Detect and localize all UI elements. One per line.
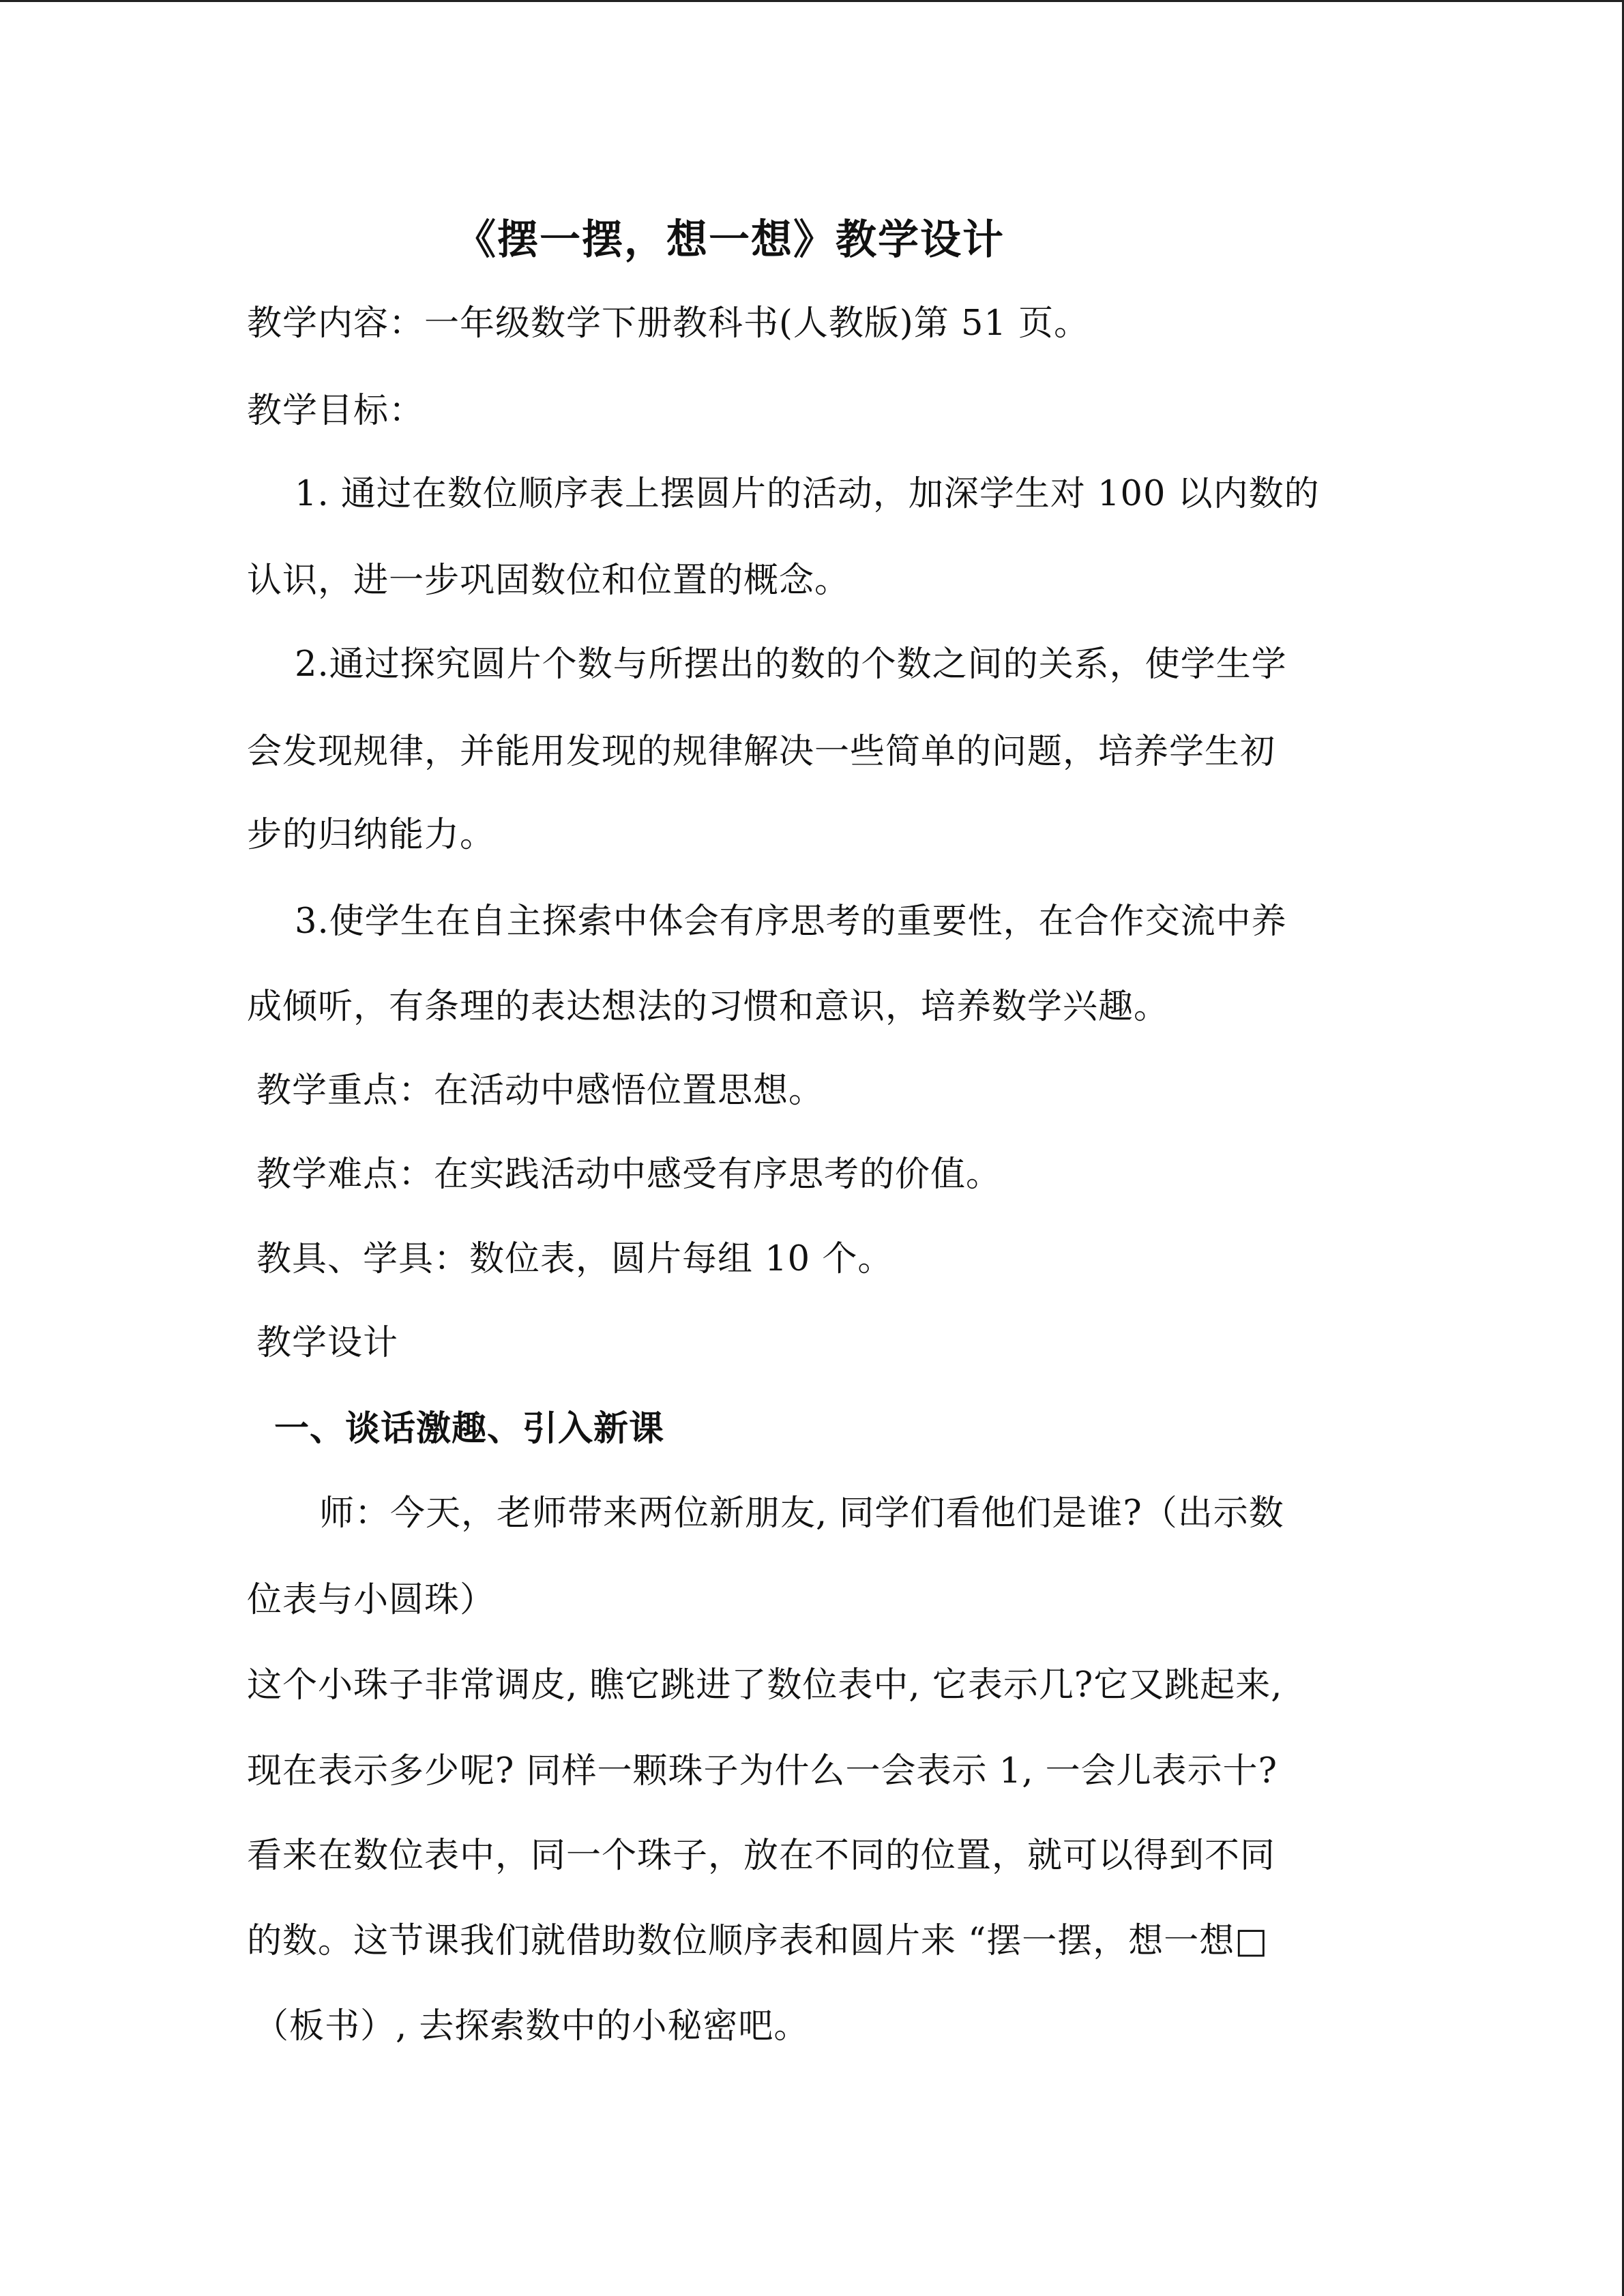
teaching-aids-line: 教具、学具：数位表，圆片每组 10 个。 (256, 1239, 894, 1279)
dialogue-line-6: 的数。这节课我们就借助数位顺序表和圆片来 “摆一摆，想一想□ (247, 1921, 1269, 1961)
goal-3-line-2: 成倾听，有条理的表达想法的习惯和意识，培养数学兴趣。 (247, 987, 1170, 1027)
page-title: 《摆一摆，想一想》教学设计 (455, 216, 1005, 264)
dialogue-line-1: 师：今天，老师带来两位新朋友, 同学们看他们是谁?（出示数 (319, 1493, 1284, 1534)
teaching-difficulty-line: 教学难点：在实践活动中感受有序思考的价值。 (256, 1154, 1002, 1195)
goal-1-line-1: 1. 通过在数位顺序表上摆圆片的活动，加深学生对 100 以内数的 (295, 474, 1320, 514)
teaching-goals-heading: 教学目标： (247, 391, 425, 431)
goal-2-line-1: 2.通过探究圆片个数与所摆出的数的个数之间的关系，使学生学 (295, 644, 1287, 685)
goal-2-line-2: 会发现规律，并能用发现的规律解决一些简单的问题，培养学生初 (247, 732, 1276, 772)
goal-1-line-2: 认识，进一步巩固数位和位置的概念。 (247, 561, 851, 601)
teaching-content-line: 教学内容：一年级数学下册教科书(人教版)第 51 页。 (247, 303, 1090, 344)
goal-3-line-1: 3.使学生在自主探索中体会有序思考的重要性，在合作交流中养 (295, 901, 1287, 942)
dialogue-line-5: 看来在数位表中，同一个珠子，放在不同的位置，就可以得到不同 (247, 1836, 1276, 1876)
dialogue-line-4: 现在表示多少呢? 同样一颗珠子为什么一会表示 1, 一会儿表示十? (247, 1751, 1278, 1791)
dialogue-line-2: 位表与小圆珠） (247, 1580, 496, 1620)
goal-2-line-3: 步的归纳能力。 (247, 815, 496, 855)
dialogue-line-7: （板书）, 去探索数中的小秘密吧。 (254, 2006, 810, 2046)
teaching-design-heading: 教学设计 (256, 1323, 399, 1363)
teaching-focus-line: 教学重点：在活动中感悟位置思想。 (256, 1071, 825, 1111)
dialogue-line-3: 这个小珠子非常调皮, 瞧它跳进了数位表中, 它表示几?它又跳起来, (247, 1665, 1283, 1705)
section-1-heading: 一、谈话激趣、引入新课 (274, 1408, 665, 1449)
